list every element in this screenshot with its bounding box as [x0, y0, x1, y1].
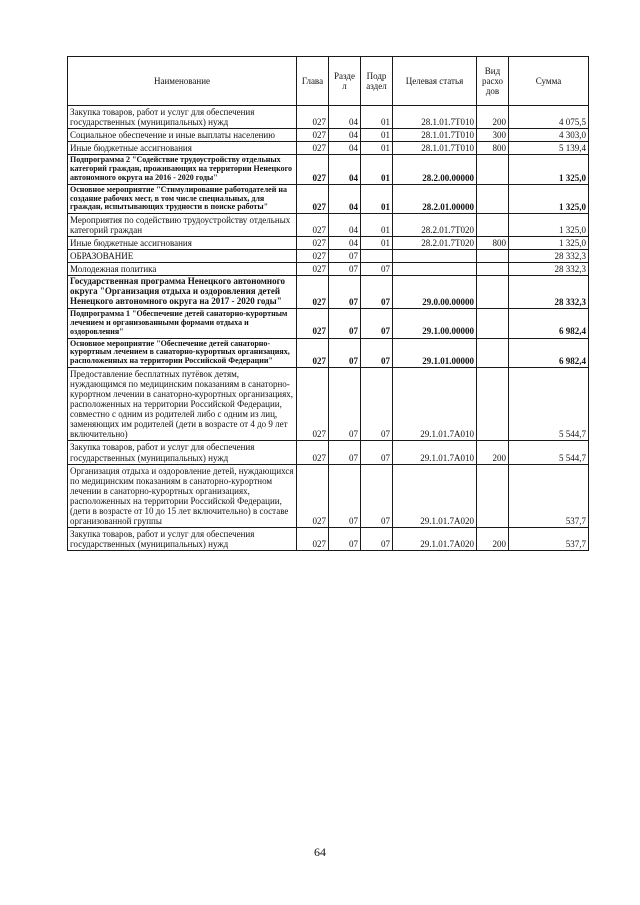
row-glava: 027	[297, 106, 329, 129]
row-razdel: 07	[329, 263, 361, 276]
row-glava: 027	[297, 338, 329, 367]
row-expense-type: 200	[477, 106, 509, 129]
budget-table	[67, 56, 589, 551]
header-razdel: Разде л	[329, 57, 361, 106]
row-podrazdel: 01	[361, 155, 393, 184]
row-podrazdel: 01	[361, 142, 393, 155]
table-row	[68, 106, 589, 129]
row-expense-type: 200	[477, 441, 509, 464]
table-row	[68, 464, 589, 527]
row-target-article: 28.1.01.7Т010	[393, 129, 477, 142]
row-sum: 1 325,0	[509, 214, 589, 237]
row-name: Основное мероприятие "Обеспечение детей санаторно-курортным лечением в санаторно-курортных организациях, расположенных на территории Российской Федерации"	[68, 338, 297, 367]
row-target-article: 29.1.01.00000	[393, 338, 477, 367]
row-sum: 5 139,4	[509, 142, 589, 155]
table-row	[68, 309, 589, 338]
row-expense-type	[477, 309, 509, 338]
row-expense-type	[477, 338, 509, 367]
row-target-article: 28.2.01.7Т020	[393, 214, 477, 237]
row-podrazdel: 01	[361, 214, 393, 237]
row-expense-type	[477, 250, 509, 263]
row-podrazdel: 01	[361, 184, 393, 213]
row-razdel: 07	[329, 250, 361, 263]
row-target-article	[393, 263, 477, 276]
table-header-row	[68, 57, 589, 106]
row-expense-type: 300	[477, 129, 509, 142]
row-podrazdel: 07	[361, 464, 393, 527]
table-row	[68, 214, 589, 237]
row-name: Предоставление бесплатных путёвок детям, нуждающимся по медицинским показаниям в санаторно-курортном лечении в санаторно-курортных организациях, расположенных на территории Российской Федерации, совместно с одним из родителей либо с одним из лиц, заменяющих им родителей (дети в возрасте от 4 до 9 лет включительно)	[68, 367, 297, 441]
row-name: Иные бюджетные ассигнования	[68, 142, 297, 155]
header-glava: Глава	[297, 57, 329, 106]
row-target-article: 29.1.01.7А020	[393, 464, 477, 527]
row-podrazdel: 07	[361, 528, 393, 551]
table-row	[68, 250, 589, 263]
row-name: Социальное обеспечение и иные выплаты населению	[68, 129, 297, 142]
row-target-article: 28.2.00.00000	[393, 155, 477, 184]
row-glava: 027	[297, 129, 329, 142]
header-sum: Сумма	[509, 57, 589, 106]
row-expense-type	[477, 184, 509, 213]
page-number: 64	[314, 845, 326, 859]
row-razdel: 04	[329, 155, 361, 184]
row-podrazdel: 01	[361, 129, 393, 142]
row-glava: 027	[297, 263, 329, 276]
row-name: Подпрограмма 1 "Обеспечение детей санаторно-курортным лечением и организованными формами отдыха и оздоровления"	[68, 309, 297, 338]
row-glava: 027	[297, 441, 329, 464]
row-podrazdel: 07	[361, 276, 393, 309]
row-target-article	[393, 250, 477, 263]
row-expense-type	[477, 464, 509, 527]
header-target-article: Целевая статья	[393, 57, 477, 106]
row-podrazdel: 07	[361, 441, 393, 464]
row-podrazdel: 07	[361, 367, 393, 441]
row-name: Закупка товаров, работ и услуг для обеспечения государственных (муниципальных) нужд	[68, 106, 297, 129]
row-sum: 5 544,7	[509, 441, 589, 464]
row-target-article: 29.0.00.00000	[393, 276, 477, 309]
row-podrazdel: 01	[361, 237, 393, 250]
row-glava: 027	[297, 142, 329, 155]
row-target-article: 28.1.01.7Т010	[393, 106, 477, 129]
row-glava: 027	[297, 155, 329, 184]
header-expense-type: Вид расхо дов	[477, 57, 509, 106]
row-sum: 4 303,0	[509, 129, 589, 142]
row-target-article: 28.2.01.7Т020	[393, 237, 477, 250]
table-row	[68, 263, 589, 276]
row-glava: 027	[297, 184, 329, 213]
row-target-article: 28.2.01.00000	[393, 184, 477, 213]
row-razdel: 04	[329, 129, 361, 142]
row-glava: 027	[297, 464, 329, 527]
row-podrazdel: 07	[361, 309, 393, 338]
row-razdel: 04	[329, 142, 361, 155]
row-expense-type: 800	[477, 142, 509, 155]
row-razdel: 07	[329, 338, 361, 367]
header-name: Наименование	[68, 57, 297, 106]
row-sum: 28 332,3	[509, 263, 589, 276]
row-glava: 027	[297, 367, 329, 441]
row-expense-type	[477, 367, 509, 441]
row-target-article: 29.1.01.7А010	[393, 441, 477, 464]
row-glava: 027	[297, 214, 329, 237]
row-podrazdel: 07	[361, 338, 393, 367]
row-target-article: 28.1.01.7Т010	[393, 142, 477, 155]
table-row	[68, 367, 589, 441]
row-expense-type: 800	[477, 237, 509, 250]
row-razdel: 04	[329, 184, 361, 213]
row-name: Закупка товаров, работ и услуг для обеспечения государственных (муниципальных) нужд	[68, 528, 297, 551]
table-row	[68, 129, 589, 142]
row-sum: 6 982,4	[509, 309, 589, 338]
row-sum: 4 075,5	[509, 106, 589, 129]
row-sum: 537,7	[509, 528, 589, 551]
row-podrazdel	[361, 250, 393, 263]
row-razdel: 04	[329, 214, 361, 237]
row-razdel: 07	[329, 276, 361, 309]
row-razdel: 07	[329, 309, 361, 338]
row-sum: 1 325,0	[509, 184, 589, 213]
row-name: Организация отдыха и оздоровление детей, нуждающихся по медицинским показаниям в санаторно-курортном лечении в санаторно-курортных организациях, расположенных на территории Российской Федерации, (дети в возрасте от 10 до 15 лет включительно) в составе организованной группы	[68, 464, 297, 527]
row-glava: 027	[297, 276, 329, 309]
row-glava: 027	[297, 250, 329, 263]
row-sum: 1 325,0	[509, 237, 589, 250]
row-sum: 1 325,0	[509, 155, 589, 184]
row-expense-type	[477, 155, 509, 184]
table-row	[68, 276, 589, 309]
row-target-article: 29.1.01.7А010	[393, 367, 477, 441]
row-expense-type	[477, 276, 509, 309]
row-name: Молодежная политика	[68, 263, 297, 276]
row-sum: 537,7	[509, 464, 589, 527]
row-glava: 027	[297, 528, 329, 551]
row-name: Основное мероприятие "Стимулирование работодателей на создание рабочих мест, в том числе специальных, для граждан, испытывающих трудности в поиске работы"	[68, 184, 297, 213]
header-podrazdel: Подр аздел	[361, 57, 393, 106]
row-razdel: 07	[329, 441, 361, 464]
table-row	[68, 528, 589, 551]
row-target-article: 29.1.00.00000	[393, 309, 477, 338]
table-row	[68, 184, 589, 213]
row-podrazdel: 01	[361, 106, 393, 129]
table-row	[68, 441, 589, 464]
row-glava: 027	[297, 309, 329, 338]
row-name: Иные бюджетные ассигнования	[68, 237, 297, 250]
table-row	[68, 338, 589, 367]
table-row	[68, 237, 589, 250]
row-razdel: 07	[329, 367, 361, 441]
row-sum: 5 544,7	[509, 367, 589, 441]
row-name: Подпрограмма 2 "Содействие трудоустройству отдельных категорий граждан, проживающих на территории Ненецкого автономного округа на 2016 - 2020 годы"	[68, 155, 297, 184]
row-sum: 28 332,3	[509, 276, 589, 309]
row-expense-type: 200	[477, 528, 509, 551]
row-glava: 027	[297, 237, 329, 250]
row-podrazdel: 07	[361, 263, 393, 276]
row-name: Государственная программа Ненецкого автономного округа "Организация отдыха и оздоровления детей Ненецкого автономного округа на 2017 - 2020 годы"	[68, 276, 297, 309]
row-razdel: 04	[329, 237, 361, 250]
row-target-article: 29.1.01.7А020	[393, 528, 477, 551]
table-row	[68, 155, 589, 184]
row-name: Закупка товаров, работ и услуг для обеспечения государственных (муниципальных) нужд	[68, 441, 297, 464]
table-row	[68, 142, 589, 155]
row-razdel: 07	[329, 528, 361, 551]
table-body	[68, 106, 589, 551]
row-sum: 6 982,4	[509, 338, 589, 367]
row-expense-type	[477, 214, 509, 237]
row-sum: 28 332,3	[509, 250, 589, 263]
row-razdel: 07	[329, 464, 361, 527]
row-name: Мероприятия по содействию трудоустройству отдельных категорий граждан	[68, 214, 297, 237]
row-expense-type	[477, 263, 509, 276]
row-razdel: 04	[329, 106, 361, 129]
row-name: ОБРАЗОВАНИЕ	[68, 250, 297, 263]
